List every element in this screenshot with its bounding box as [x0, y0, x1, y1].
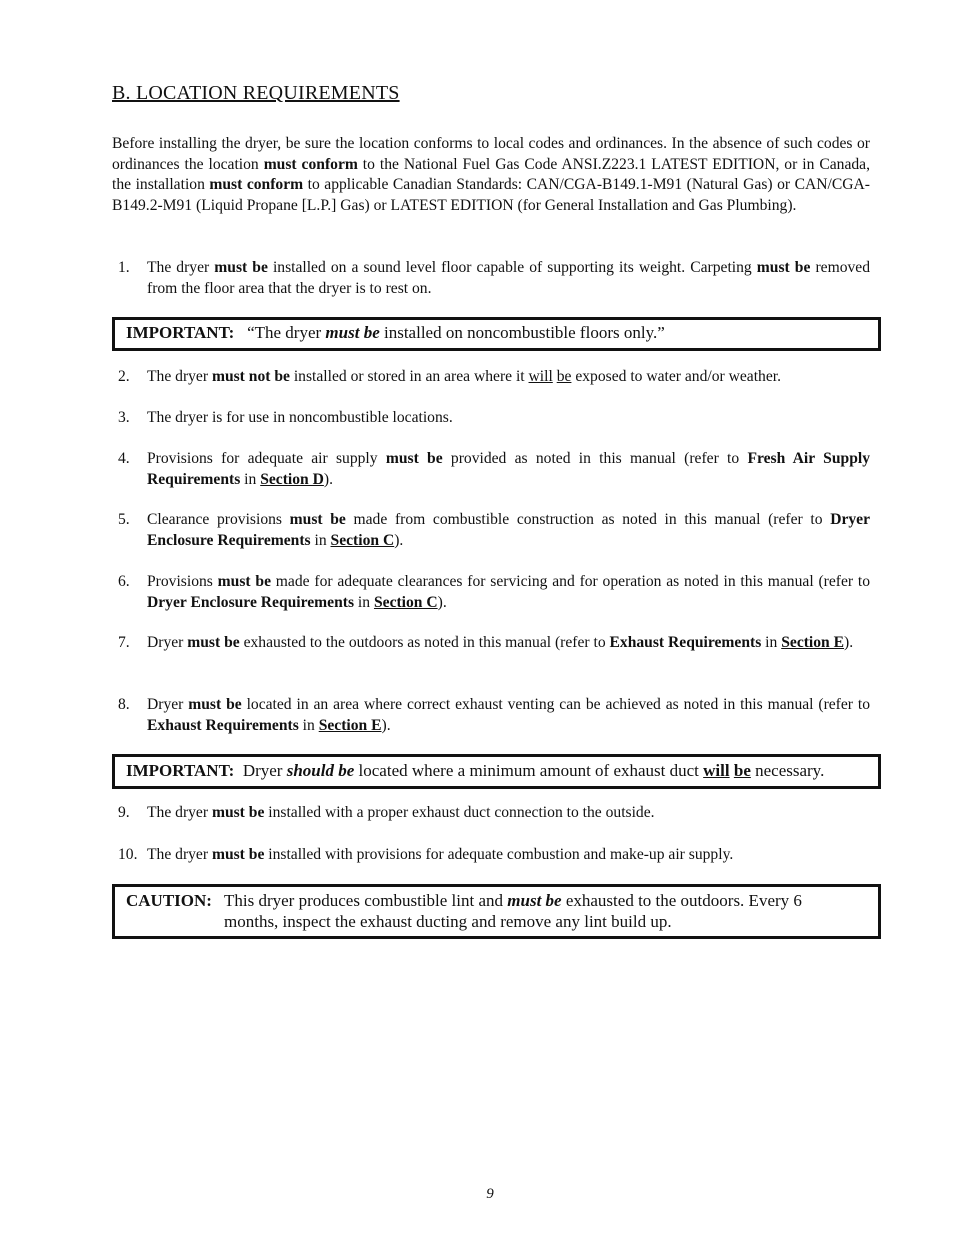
- intro-text-1: Before installing the dryer, be sure the location conforms to local codes and ordinances. In the absence of such codes or ordinances the location: [112, 135, 870, 173]
- item-text: [147, 695, 870, 736]
- bold: Exhaust Requirements: [147, 716, 299, 734]
- item-text: [147, 633, 870, 654]
- text: provided as noted in this manual (refer to: [442, 450, 748, 467]
- intro-bold-1: must conform: [263, 155, 358, 173]
- text: installed with provisions for adequate combustion and make-up air supply.: [264, 846, 734, 863]
- text: The dryer: [147, 368, 212, 385]
- item-text: [147, 845, 870, 866]
- notice-emphasis: should be: [286, 761, 355, 780]
- bold: must be: [289, 511, 346, 528]
- item-number: 9.: [118, 804, 130, 821]
- text: made for adequate clearances for servicing and for operation as noted in this manual (refer to: [271, 573, 871, 590]
- text: exposed to water and/or weather.: [571, 368, 781, 385]
- text: Provisions: [147, 573, 218, 590]
- section-reference: Section D: [260, 470, 324, 488]
- bold: Dryer Enclosure Requirements: [147, 593, 355, 611]
- item-text: [147, 367, 870, 388]
- page-number: 9: [486, 1186, 494, 1202]
- text: Dryer: [147, 634, 188, 651]
- text: The dryer: [147, 846, 212, 863]
- text: located in an area where correct exhaust venting can be achieved as noted in this manual (refer to: [241, 696, 871, 713]
- item-number: 2.: [118, 368, 130, 385]
- underline: be: [556, 368, 572, 385]
- notice-emphasis: must be: [325, 323, 380, 342]
- text: ).: [323, 470, 333, 488]
- list-item-3: [112, 408, 870, 429]
- list-item-4: [112, 449, 870, 490]
- notice-text: exhausted to the outdoors. Every 6 months, inspect the exhaust ducting and remove any lint build up.: [224, 891, 802, 931]
- text: in: [298, 716, 319, 734]
- item-text: [147, 803, 870, 824]
- notice-text: necessary.: [750, 761, 825, 780]
- text: ).: [381, 716, 391, 734]
- text: ).: [437, 593, 447, 611]
- notice-text: installed on noncombustible floors only.”: [379, 323, 665, 342]
- item-number: 8.: [118, 696, 130, 713]
- notice-text: “The dryer: [247, 323, 326, 342]
- text: in: [310, 531, 331, 549]
- list-item-6: [112, 572, 870, 613]
- notice-label: IMPORTANT:: [126, 761, 235, 780]
- text: Dryer: [147, 696, 189, 713]
- intro-text-3: to applicable Canadian Standards: CAN/CGA-B149.1-M91 (Natural Gas) or CAN/CGA-B149.2-M91 (Liquid Propane [L.P.] Gas) or LATEST EDITION (for General Installation and Gas Plumbing).: [112, 176, 870, 215]
- section-reference: Section E: [781, 634, 845, 651]
- section-reference: Section C: [373, 593, 438, 611]
- section-reference: Section C: [330, 531, 395, 549]
- item-number: 7.: [118, 634, 130, 651]
- bold: must be: [211, 804, 265, 821]
- text: ).: [394, 531, 404, 549]
- bold: must be: [756, 259, 811, 276]
- bold: must not be: [211, 368, 290, 385]
- section-reference: Section E: [318, 716, 382, 734]
- caution-notice: [112, 884, 881, 939]
- text: in: [761, 634, 782, 651]
- list-item-8: [112, 695, 870, 736]
- item-number: 6.: [118, 573, 130, 590]
- notice-text: Dryer: [242, 761, 287, 780]
- notice-text: This dryer produces combustible lint and: [224, 891, 508, 910]
- bold: must be: [188, 696, 242, 713]
- list-item-1: [112, 258, 870, 299]
- list-item-10: [112, 845, 870, 866]
- item-text: [147, 510, 870, 551]
- notice-underline: be: [733, 761, 751, 780]
- text: in: [354, 593, 374, 611]
- important-notice-exhaust: [112, 754, 881, 789]
- item-text: [147, 449, 870, 490]
- notice-emphasis: must be: [507, 891, 562, 910]
- bold: must be: [385, 450, 443, 467]
- text: The dryer: [147, 804, 212, 821]
- item-number: 3.: [118, 409, 130, 426]
- bold: must be: [187, 634, 240, 651]
- text: installed on a sound level floor capable of supporting its weight. Carpeting: [267, 259, 757, 276]
- text: Clearance provisions: [147, 511, 290, 528]
- item-number: 5.: [118, 511, 130, 528]
- notice-label: CAUTION:: [126, 891, 212, 910]
- bold: Fresh Air Supply Requirements: [147, 450, 870, 488]
- bold: must be: [214, 259, 268, 276]
- text: installed with a proper exhaust duct connection to the outside.: [264, 804, 655, 821]
- text: removed from the floor area that the dryer is to rest on.: [147, 259, 871, 297]
- intro-bold-2: must conform: [209, 176, 304, 194]
- notice-underline: will: [703, 761, 730, 780]
- list-item-9: [112, 803, 870, 824]
- text: The dryer: [147, 259, 215, 276]
- list-item-7: [112, 633, 870, 654]
- item-text: The dryer is for use in noncombustible locations.: [147, 409, 453, 426]
- notice-label: IMPORTANT:: [126, 323, 235, 342]
- text: Provisions for adequate air supply: [147, 450, 386, 467]
- text: installed or stored in an area where it: [289, 368, 529, 385]
- intro-paragraph: [112, 134, 870, 217]
- text: in: [240, 470, 261, 488]
- section-heading: B. LOCATION REQUIREMENTS: [112, 82, 400, 104]
- text: ).: [844, 634, 854, 651]
- important-notice-floors: [112, 317, 881, 351]
- bold: must be: [217, 573, 271, 590]
- intro-text-2: to the National Fuel Gas Code ANSI.Z223.1 LATEST EDITION, or in Canada, the installation: [112, 155, 870, 194]
- list-item-2: [112, 367, 870, 388]
- list-item-5: [112, 510, 870, 551]
- item-text: [147, 258, 870, 299]
- bold: must be: [211, 846, 265, 863]
- notice-text: located where a minimum amount of exhaust duct: [354, 761, 704, 780]
- text: made from combustible construction as noted in this manual (refer to: [345, 511, 831, 528]
- item-number: 1.: [118, 259, 130, 276]
- item-number: 4.: [118, 450, 130, 467]
- item-number: 10.: [118, 846, 138, 863]
- underline: will: [528, 368, 553, 385]
- text: exhausted to the outdoors as noted in this manual (refer to: [239, 634, 610, 651]
- bold: Exhaust Requirements: [609, 634, 762, 651]
- caution-text: [224, 890, 844, 932]
- bold: Dryer Enclosure Requirements: [147, 511, 871, 549]
- item-text: [147, 572, 870, 613]
